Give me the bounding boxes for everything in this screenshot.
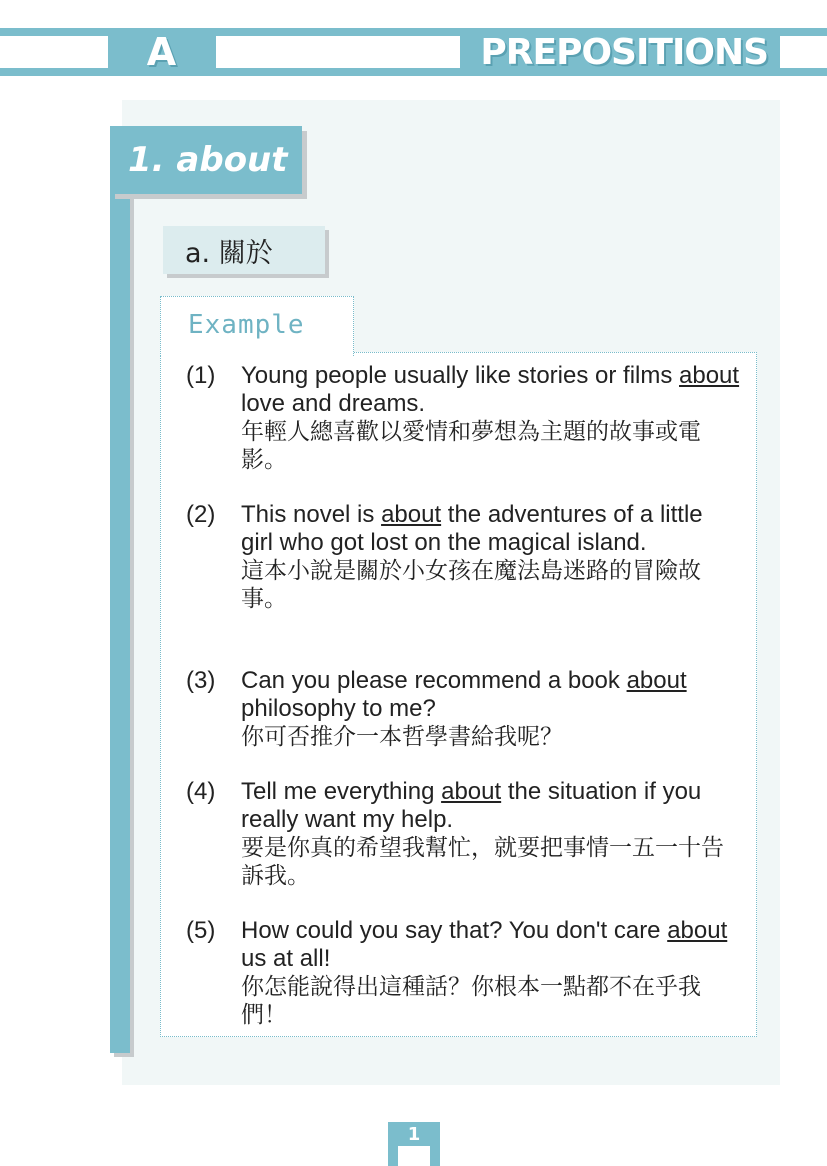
example-tab-joint — [162, 350, 353, 356]
sentence-text: us at all! — [241, 945, 331, 972]
example-number: (1) — [186, 362, 216, 389]
english-sentence — [241, 778, 741, 834]
chinese-translation: 你可否推介一本哲學書給我呢？ — [241, 724, 563, 750]
english-sentence — [241, 667, 741, 723]
subheading-box — [163, 226, 325, 274]
sentence-text: How could you say that? You don't care — [241, 917, 668, 944]
section-side-bar — [110, 128, 130, 1053]
english-sentence — [241, 917, 741, 973]
example-number: (3) — [186, 667, 216, 694]
sentence-text: Can you please recommend a book — [241, 667, 627, 694]
example-label: Example — [188, 310, 305, 340]
english-sentence — [241, 501, 741, 557]
keyword-about: about — [679, 362, 740, 389]
example-number: (2) — [186, 501, 216, 528]
keyword-about: about — [626, 667, 687, 694]
keyword-about: about — [441, 778, 502, 805]
section-title: 1. about — [128, 140, 288, 180]
sentence-text: Young people usually like stories or films — [241, 362, 680, 389]
example-number: (4) — [186, 778, 216, 805]
sentence-text: Tell me everything — [241, 778, 442, 805]
sentence-text: love and dreams. — [241, 390, 426, 417]
chinese-translation: 這本小說是關於小女孩在魔法島迷路的冒險故事。 — [241, 558, 701, 612]
chinese-translation: 年輕人總喜歡以愛情和夢想為主題的故事或電影。 — [241, 419, 701, 473]
sentence-text: This novel is — [241, 501, 382, 528]
chapter-title-badge — [460, 28, 780, 76]
sentence-text: the situation if you really want my help. — [241, 778, 702, 833]
chapter-letter: A — [146, 30, 178, 74]
chapter-title: PREPOSITIONS — [480, 31, 768, 73]
chapter-letter-badge — [108, 28, 216, 76]
sentence-text: philosophy to me? — [241, 695, 436, 722]
chinese-translation: 要是你真的希望我幫忙，就要把事情一五一十告訴我。 — [241, 835, 724, 889]
subheading-title: a. 關於 — [185, 237, 273, 269]
section-heading-box — [110, 126, 302, 194]
page-number: 1 — [407, 1124, 421, 1145]
page-number-tab-notch — [398, 1146, 430, 1166]
english-sentence — [241, 362, 741, 418]
keyword-about: about — [667, 917, 728, 944]
sentence-text: the adventures of a little girl who got lost on the magical island. — [241, 501, 703, 556]
example-number: (5) — [186, 917, 216, 944]
chinese-translation: 你怎能說得出這種話？你根本一點都不在乎我們！ — [241, 974, 701, 1028]
keyword-about: about — [381, 501, 442, 528]
